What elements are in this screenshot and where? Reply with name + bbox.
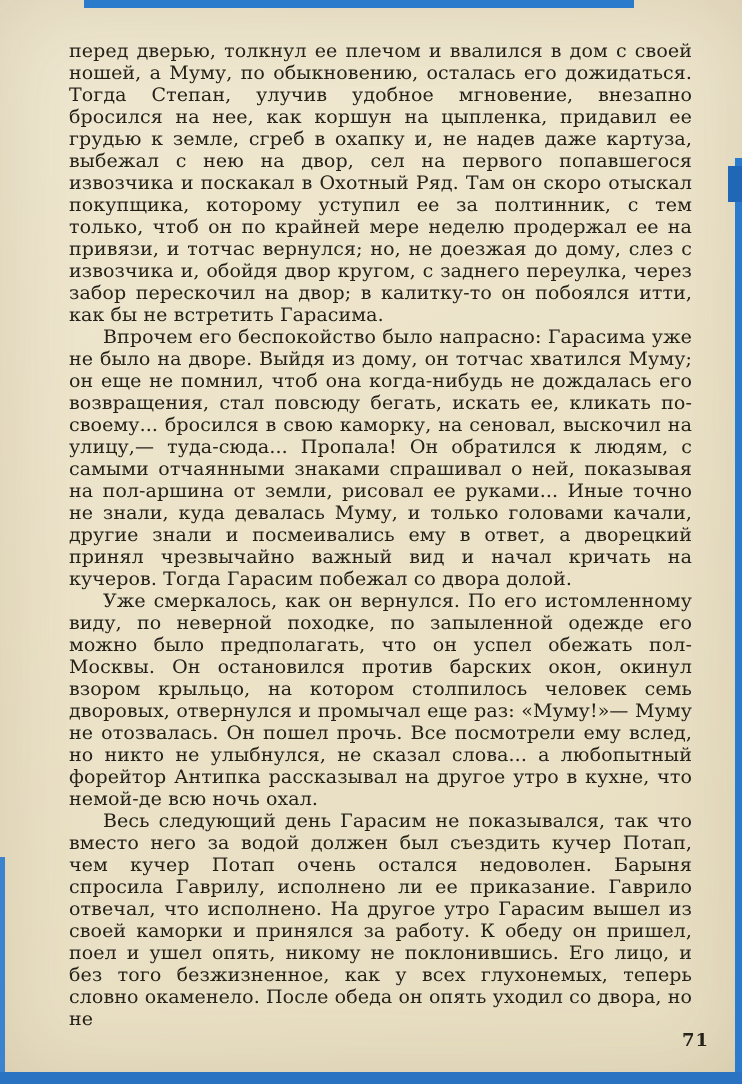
scan-edge-left bbox=[0, 857, 5, 1072]
paragraph-continuation: перед дверью, толкнул ее плечом и ввалился в дом с своей ношей, а Муму, по обыкновению, осталась его дожидаться. Тогда Степан, улучив удобное мгновение, внезапно бросился на нее, как коршун на цыпленка, придавил ее грудью к земле, сгреб в охапку и, не надев даже картуза, выбежал с нею на двор, сел на первого попавшегося извозчика и поскакал в Охотный Ряд. Там он скоро отыскал покупщика, которому уступил ее за полтинник, с тем только, чтоб он по крайней мере неделю продержал ее на привязи, и тотчас вернулся; но, не доезжая до дому, слез с извозчика и, обойдя двор кругом, с заднего переулка, через забор перескочил на двор; в калитку-то он побоялся итти, как бы не встретить Гарасима. bbox=[69, 40, 692, 326]
page-text bbox=[69, 40, 692, 1030]
paragraph: Весь следующий день Гарасим не показывался, так что вместо него за водой должен был съездить кучер Потап, чем кучер Потап очень остался недоволен. Барыня спросила Гаврилу, исполнено ли ее приказание. Гаврило отвечал, что исполнено. На другое утро Гарасим вышел из своей каморки и принялся за работу. К обеду он пришел, поел и ушел опять, никому не поклонившись. Его лицо, и без того безжизненное, как у всех глухонемых, теперь словно окаменело. После обеда он опять уходил со двора, но не bbox=[69, 810, 692, 1030]
paragraph: Уже смеркалось, как он вернулся. По его истомленному виду, по неверной походке, по запыленной одежде его можно было предполагать, что он успел обежать пол-Москвы. Он остановился против барских окон, окинул взором крыльцо, на котором столпилось человек семь дворовых, отвернулся и промычал еще раз: «Муму!»— Муму не отозвалась. Он пошел прочь. Все посмотрели ему вслед, но никто не улыбнулся, не сказал слова... а любопытный форейтор Антипка рассказывал на другое утро в кухне, что немой-де всю ночь охал. bbox=[69, 590, 692, 810]
scan-edge-right bbox=[735, 158, 742, 1084]
paragraph: Впрочем его беспокойство было напрасно: Гарасима уже не было на дворе. Выйдя из дому, он тотчас хватился Муму; он еще не помнил, чтоб она когда-нибудь не дождалась его возвращения, стал повсюду бегать, искать ее, кликать по-своему... бросился в свою каморку, на сеновал, выскочил на улицу,— туда-сюда... Пропала! Он обратился к людям, с самыми отчаянными знаками спрашивал о ней, показывая на пол-аршина от земли, рисовал ее руками... Иные точно не знали, куда девалась Муму, и только головами качали, другие знали и посмеивались ему в ответ, а дворецкий принял чрезвычайно важный вид и начал кричать на кучеров. Тогда Гарасим побежал со двора долой. bbox=[69, 326, 692, 590]
scan-edge-top bbox=[84, 0, 634, 8]
scan-edge-right-notch bbox=[728, 166, 742, 202]
scan-edge-bottom bbox=[0, 1072, 742, 1084]
page-number: 71 bbox=[682, 1030, 710, 1051]
